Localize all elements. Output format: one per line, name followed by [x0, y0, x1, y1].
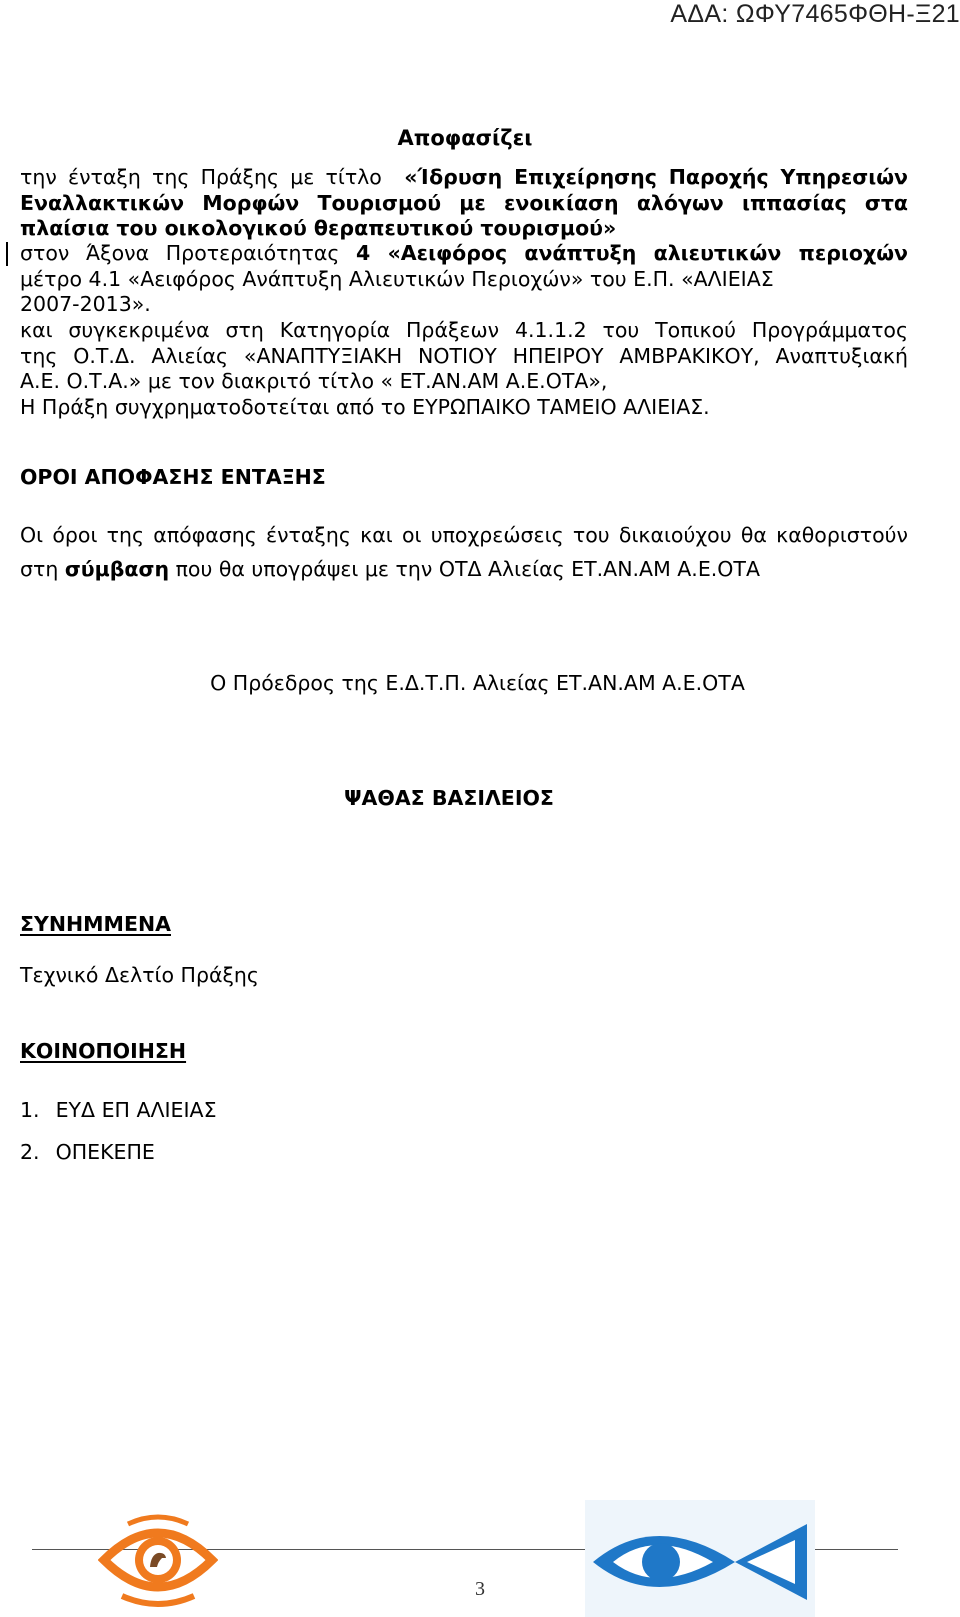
revision-bar — [6, 242, 8, 266]
decision-line-3: πλαίσια του οικολογικού θεραπευτικού τουρισμού» — [20, 216, 617, 240]
notification-heading: ΚΟΙΝΟΠΟΙΗΣΗ — [20, 1039, 187, 1063]
terms-heading: ΟΡΟΙ ΑΠΟΦΑΣΗΣ ΕΝΤΑΞΗΣ — [20, 465, 326, 489]
decision-line-7: και συγκεκριμένα στη Κατηγορία Πράξεων 4.1.1.2 του Τοπικού Προγράμματος — [20, 318, 908, 342]
decision-line-1: την ένταξη της Πράξης με τίτλο «Ίδρυση Επιχείρησης Παροχής Υπηρεσιών — [20, 165, 908, 189]
attachment-item: Τεχνικό Δελτίο Πράξης — [20, 963, 259, 987]
decision-line-8: της Ο.Τ.Δ. Αλιείας «ΑΝΑΠΤΥΞΙΑΚΗ ΝΟΤΙΟΥ ΗΠΕΙΡΟΥ ΑΜΒΡΑΚΙΚΟΥ, Αναπτυξιακή — [20, 344, 908, 368]
terms-line-2: στη σύμβαση που θα υπογράψει με την ΟΤΔ Αλιείας ΕΤ.ΑΝ.ΑΜ Α.Ε.ΟΤΑ — [20, 557, 760, 581]
decision-line-6: 2007-2013». — [20, 292, 151, 316]
right-logo-eye-icon — [585, 1500, 815, 1617]
signatory-name: ΨΑΘΑΣ ΒΑΣΙΛΕΙΟΣ — [344, 786, 554, 810]
decision-line-4: στον Άξονα Προτεραιότητας 4 «Αειφόρος ανάπτυξη αλιευτικών περιοχών — [20, 241, 908, 265]
decision-line-10: Η Πράξη συγχρηματοδοτείται από το ΕΥΡΩΠΑΙΚΟ ΤΑΜΕΙΟ ΑΛΙΕΙΑΣ. — [20, 395, 710, 419]
notification-item-1: 1. ΕΥΔ ΕΠ ΑΛΙΕΙΑΣ — [20, 1098, 217, 1122]
signatory-role: Ο Πρόεδρος της Ε.Δ.Τ.Π. Αλιείας ΕΤ.ΑΝ.ΑΜ Α.Ε.ΟΤΑ — [210, 671, 745, 695]
terms-line-1: Οι όροι της απόφασης ένταξης και οι υποχρεώσεις του δικαιούχου θα καθοριστούν — [20, 523, 908, 547]
ada-code: ΑΔΑ: ΩΦΥ7465ΦΘΗ-Ξ21 — [670, 0, 960, 28]
decision-line-2: Εναλλακτικών Μορφών Τουρισμού με ενοικίαση αλόγων ιππασίας στα — [20, 191, 908, 215]
decision-line-5: μέτρο 4.1 «Αειφόρος Ανάπτυξη Αλιευτικών Περιοχών» του Ε.Π. «ΑΛΙΕΙΑΣ — [20, 267, 774, 291]
attachments-heading: ΣΥΝΗΜΜΕΝΑ — [20, 912, 171, 936]
decision-title: Αποφασίζει — [397, 126, 533, 150]
decision-line-9: Α.Ε. Ο.Τ.Α.» με τον διακριτό τίτλο « ΕΤ.ΑΝ.ΑΜ Α.Ε.ΟΤΑ», — [20, 369, 608, 393]
notification-item-2: 2. ΟΠΕΚΕΠΕ — [20, 1140, 155, 1164]
page-number: 3 — [475, 1578, 485, 1600]
